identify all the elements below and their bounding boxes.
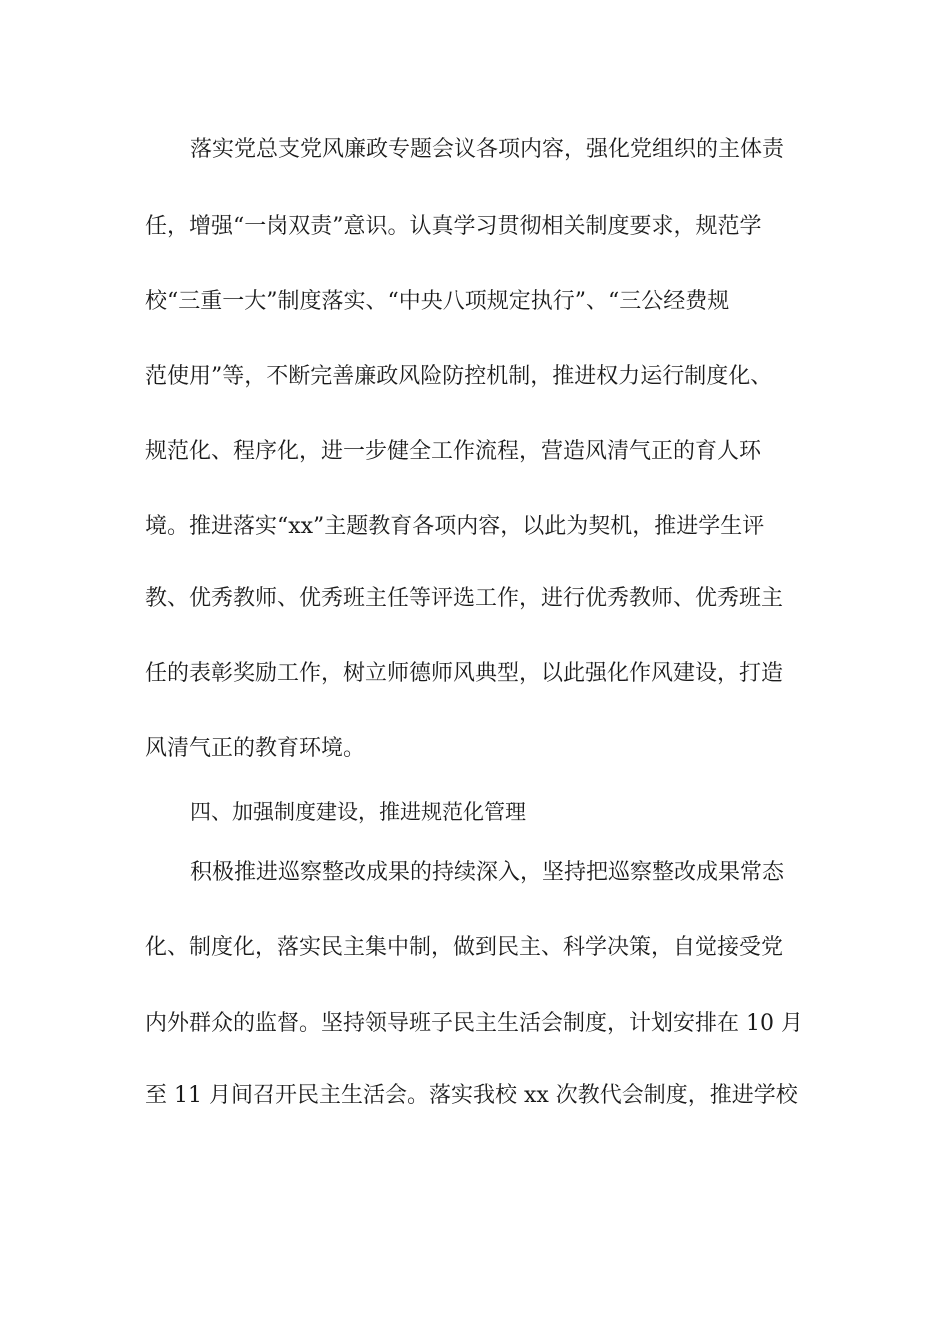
paragraph-line: 化、制度化，落实民主集中制，做到民主、科学决策，自觉接受党: [145, 935, 784, 960]
paragraph-line: 内外群众的监督。坚持领导班子民主生活会制度，计划安排在 10 月: [145, 1011, 803, 1036]
paragraph-line: 境。推进落实“xx”主题教育各项内容，以此为契机，推进学生评: [145, 514, 765, 539]
section-heading: 四、加强制度建设，推进规范化管理: [190, 800, 526, 824]
paragraph-line: 落实党总支党风廉政专题会议各项内容，强化党组织的主体责: [190, 137, 785, 162]
paragraph-line: 校“三重一大”制度落实、“中央八项规定执行”、“三公经费规: [145, 289, 730, 314]
paragraph-line: 教、优秀教师、优秀班主任等评选工作，进行优秀教师、优秀班主: [145, 586, 784, 611]
paragraph-line: 积极推进巡察整改成果的持续深入，坚持把巡察整改成果常态: [190, 860, 785, 885]
paragraph-line: 范使用”等，不断完善廉政风险防控机制，推进权力运行制度化、: [145, 364, 773, 389]
paragraph-line: 风清气正的教育环境。: [145, 736, 366, 761]
paragraph-line: 至 11 月间召开民主生活会。落实我校 xx 次教代会制度，推进学校: [145, 1083, 798, 1108]
paragraph-line: 任的表彰奖励工作，树立师德师风典型，以此强化作风建设，打造: [145, 661, 784, 686]
paragraph-line: 规范化、程序化，进一步健全工作流程，营造风清气正的育人环: [145, 439, 762, 464]
paragraph-line: 任，增强“一岗双责”意识。认真学习贯彻相关制度要求，规范学: [145, 214, 762, 239]
